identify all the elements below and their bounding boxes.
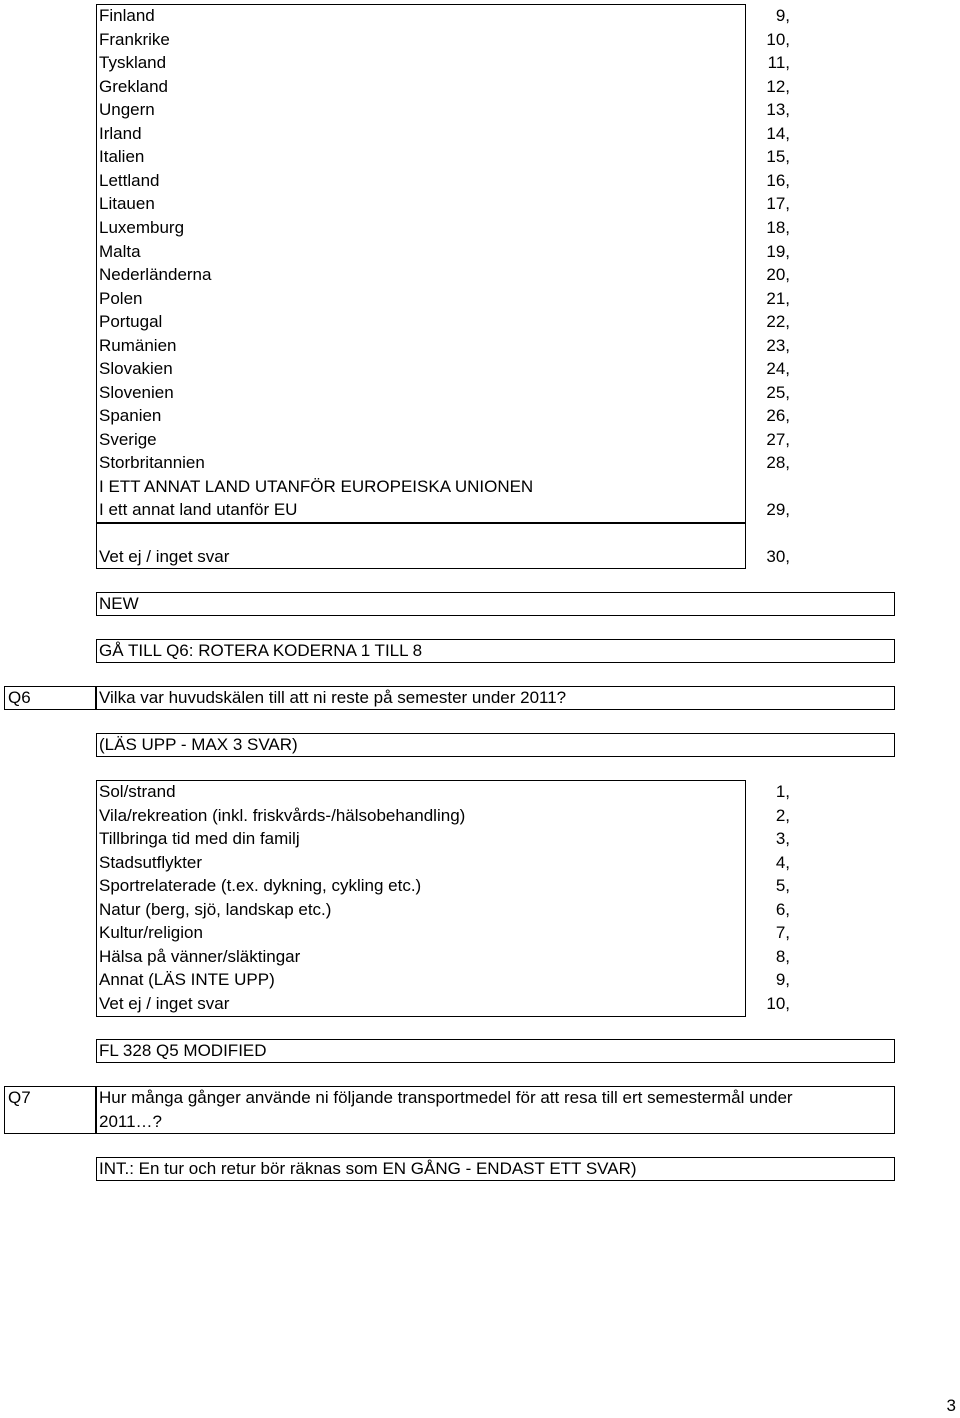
new-label: NEW xyxy=(99,594,139,613)
country-item-code: 10, xyxy=(766,29,790,49)
q6-option-code: 7, xyxy=(775,923,790,942)
country-item-code: 24, xyxy=(766,359,790,379)
q6-option-label: Tillbringa tid med din familj xyxy=(99,829,300,848)
q6-option-label: Vet ej / inget svar xyxy=(99,993,230,1013)
q7-question-line2: 2011…? xyxy=(99,1112,163,1131)
country-item-code: 16, xyxy=(766,170,790,190)
country-item-label: Spanien xyxy=(99,406,162,426)
country-item-label: Irland xyxy=(99,123,142,143)
q6-option-label: Kultur/religion xyxy=(99,923,203,942)
q6-id: Q6 xyxy=(8,688,31,707)
q6-question: Vilka var huvudskälen till att ni reste på semester under 2011? xyxy=(99,688,567,707)
outside-eu-heading: I ETT ANNAT LAND UTANFÖR EUROPEISKA UNIONEN xyxy=(99,477,534,496)
q6-option-label: Hälsa på vänner/släktingar xyxy=(99,946,301,966)
page-number: 3 xyxy=(946,1396,956,1415)
country-item-code: 25, xyxy=(766,382,790,402)
country-item-code: 20, xyxy=(766,265,790,285)
country-item-code: 18, xyxy=(766,217,790,237)
country-item-label: Nederländerna xyxy=(99,265,212,285)
q7-instruction: INT.: En tur och retur bör räknas som EN GÅNG - ENDAST ETT SVAR) xyxy=(99,1159,637,1178)
country-item-label: Ungern xyxy=(99,100,155,120)
q6-option-label: Natur (berg, sjö, landskap etc.) xyxy=(99,899,332,919)
q6-option-label: Sol/strand xyxy=(99,782,176,801)
country-item-code: 17, xyxy=(766,194,790,214)
country-item-code: 26, xyxy=(766,406,790,426)
country-item-label: Finland xyxy=(99,6,155,25)
q6-option-code: 6, xyxy=(775,899,790,919)
q6-option-code: 1, xyxy=(775,782,790,801)
country-item-code: 19, xyxy=(766,241,790,261)
country-item-label: Polen xyxy=(99,288,143,308)
q6-option-code: 9, xyxy=(775,970,790,989)
q6-option-label: Sportrelaterade (t.ex. dykning, cykling etc.) xyxy=(99,876,422,895)
country-item-label: Litauen xyxy=(99,194,155,214)
country-item-code: 22, xyxy=(766,312,790,332)
country-item-code: 27, xyxy=(766,429,790,449)
country-item-code: 12, xyxy=(766,76,790,96)
country-item-label: Rumänien xyxy=(99,335,177,355)
country-item-label: Grekland xyxy=(99,76,168,96)
q7-question-line1: Hur många gånger använde ni följande transportmedel för att resa till ert semestermål under xyxy=(99,1088,793,1107)
country-item-label: Lettland xyxy=(99,170,160,190)
q6-option-code: 4, xyxy=(775,852,790,872)
country-item-label: Slovenien xyxy=(99,382,174,402)
country-item-code: 11, xyxy=(767,53,790,73)
country-item-code: 14, xyxy=(766,123,790,143)
q7-id: Q7 xyxy=(8,1088,31,1107)
country-item-label: Frankrike xyxy=(99,29,170,49)
q6-option-code: 2, xyxy=(775,805,790,825)
q6-source: FL 328 Q5 MODIFIED xyxy=(99,1041,267,1060)
country-item-code: 9, xyxy=(775,6,790,25)
country-item-code: 21, xyxy=(766,288,790,308)
outside-eu-code: 29, xyxy=(766,500,790,519)
q6-option-code: 10, xyxy=(766,993,790,1013)
country-item-code: 28, xyxy=(766,453,790,473)
country-item-label: Tyskland xyxy=(99,53,167,73)
country-item-label: Portugal xyxy=(99,312,163,332)
goto-label: GÅ TILL Q6: ROTERA KODERNA 1 TILL 8 xyxy=(99,641,423,660)
country-item-code: 23, xyxy=(766,335,790,355)
q6-option-label: Annat (LÄS INTE UPP) xyxy=(99,970,275,989)
q6-option-code: 5, xyxy=(775,876,790,895)
country-item-label: Italien xyxy=(99,147,145,167)
q6-instruction: (LÄS UPP - MAX 3 SVAR) xyxy=(99,735,298,754)
q6-option-label: Vila/rekreation (inkl. friskvårds-/hälsobehandling) xyxy=(99,805,466,825)
country-item-label: Luxemburg xyxy=(99,217,185,237)
outside-eu-label: I ett annat land utanför EU xyxy=(99,500,298,519)
q6-option-code: 8, xyxy=(775,946,790,966)
country-item-label: Storbritannien xyxy=(99,453,205,473)
new-box xyxy=(96,592,895,616)
dont-know-code: 30, xyxy=(766,547,790,566)
dont-know-label: Vet ej / inget svar xyxy=(99,547,230,566)
country-item-label: Slovakien xyxy=(99,359,173,379)
country-item-label: Sverige xyxy=(99,429,157,449)
country-item-label: Malta xyxy=(99,241,141,261)
country-item-code: 15, xyxy=(766,147,790,167)
q6-option-code: 3, xyxy=(775,829,790,848)
q6-option-label: Stadsutflykter xyxy=(99,852,202,872)
country-item-code: 13, xyxy=(766,100,790,120)
